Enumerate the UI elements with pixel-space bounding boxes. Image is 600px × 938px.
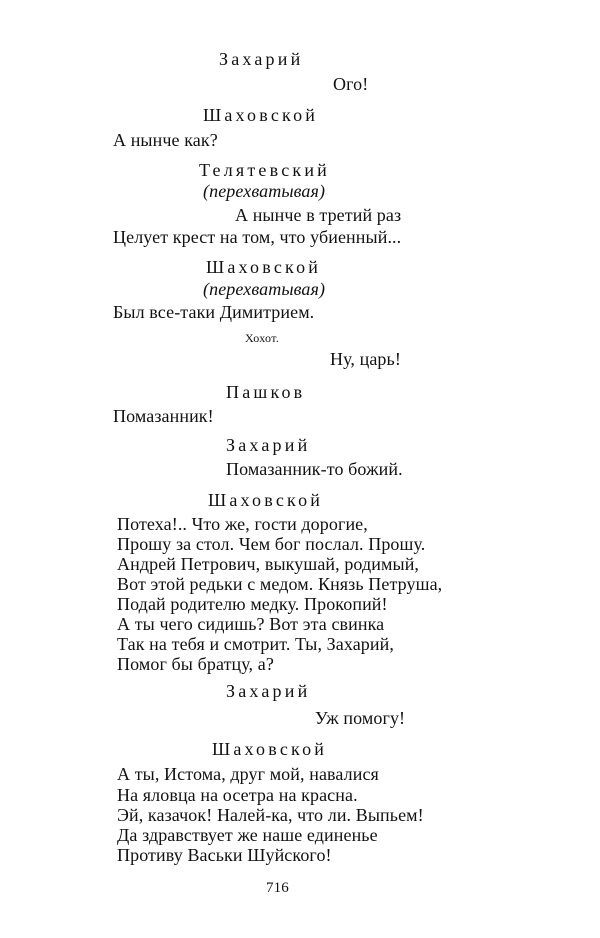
speaker-name: Захарий bbox=[226, 681, 311, 701]
speaker-name: Захарий bbox=[219, 49, 304, 69]
verse-line: Прошу за стол. Чем бог послал. Прошу. bbox=[117, 534, 426, 554]
stage-direction: (перехватывая) bbox=[203, 279, 326, 299]
verse-line: Ого! bbox=[333, 74, 369, 94]
verse-line: Уж помогу! bbox=[315, 708, 406, 728]
verse-line: Вот этой редьки с медом. Князь Петруша, bbox=[117, 574, 443, 594]
speaker-name: Телятевский bbox=[199, 160, 331, 180]
verse-line: Помазанник-то божий. bbox=[226, 459, 403, 479]
speaker-name: Пашков bbox=[226, 382, 306, 402]
verse-line: Андрей Петрович, выкушай, родимый, bbox=[117, 554, 420, 574]
verse-line: Подай родителю медку. Прокопий! bbox=[117, 594, 388, 614]
verse-line: Ну, царь! bbox=[330, 349, 401, 369]
verse-line: Потеха!.. Что же, гости дорогие, bbox=[117, 514, 368, 534]
stage-remark: Хохот. bbox=[245, 331, 280, 345]
speaker-name: Шаховской bbox=[206, 257, 322, 277]
speaker-name: Шаховской bbox=[208, 490, 324, 510]
verse-line: А нынче в третий раз bbox=[235, 205, 402, 225]
verse-line: А ты чего сидишь? Вот эта свинка bbox=[117, 614, 385, 634]
speaker-name: Шаховской bbox=[203, 105, 319, 125]
verse-line: Противу Васьки Шуйского! bbox=[117, 845, 332, 865]
speaker-name: Шаховской bbox=[212, 739, 328, 759]
verse-line: Был все-таки Димитрием. bbox=[113, 302, 315, 322]
verse-line: Так на тебя и смотрит. Ты, Захарий, bbox=[117, 634, 394, 654]
verse-line: На яловца на осетра на красна. bbox=[117, 785, 358, 805]
stage-direction: (перехватывая) bbox=[203, 181, 326, 201]
verse-line: Да здравствует же наше единенье bbox=[117, 825, 378, 845]
verse-line: А нынче как? bbox=[113, 130, 218, 150]
verse-line: Эй, казачок! Налей-ка, что ли. Выпьем! bbox=[117, 805, 424, 825]
verse-line: Целует крест на том, что убиенный... bbox=[113, 227, 402, 247]
page-number: 716 bbox=[266, 880, 289, 896]
verse-line: Помог бы братцу, а? bbox=[117, 654, 274, 674]
verse-line: Помазанник! bbox=[113, 406, 214, 426]
verse-line: А ты, Истома, друг мой, навалися bbox=[117, 764, 379, 784]
speaker-name: Захарий bbox=[226, 435, 311, 455]
